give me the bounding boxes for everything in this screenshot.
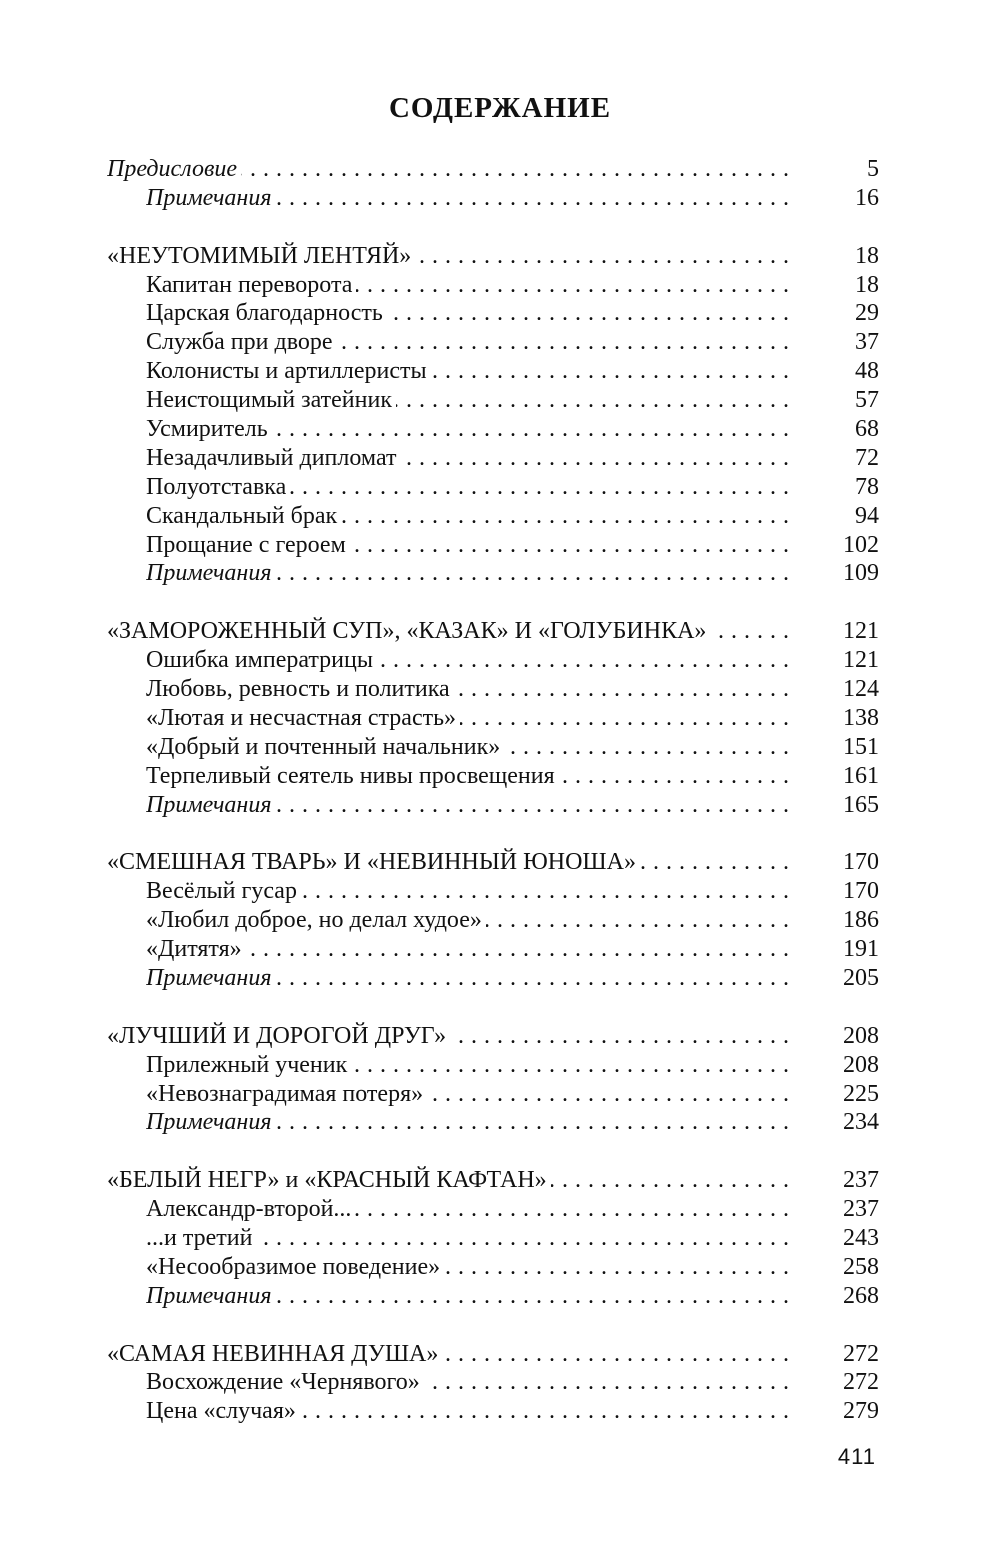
toc-notes-entry[interactable] — [107, 559, 879, 588]
toc-entry-label: «НЕУТОМИМЫЙ ЛЕНТЯЙ» — [107, 243, 415, 269]
toc-entry-label: ...и третий — [146, 1225, 256, 1251]
toc-entry-page: 170 — [843, 849, 879, 876]
toc-entry-label: «Дитятя» — [146, 936, 246, 962]
toc-section-entry[interactable] — [107, 1368, 879, 1397]
toc-entry-page: 225 — [843, 1080, 879, 1107]
toc-chapter-entry[interactable] — [107, 617, 879, 646]
toc-entry-page: 94 — [855, 502, 879, 529]
toc-entry-page: 186 — [843, 907, 879, 934]
toc-entry-page: 68 — [855, 416, 879, 443]
toc-section-entry[interactable] — [107, 1397, 879, 1426]
toc-entry-page: 165 — [843, 791, 879, 818]
toc-section-entry[interactable] — [107, 271, 879, 300]
toc-section-entry[interactable] — [107, 906, 879, 935]
toc-entry-label: Неистощимый затейник — [146, 387, 396, 413]
toc-entry-label: «Несообразимое поведение» — [146, 1254, 444, 1280]
toc-entry-page: 37 — [855, 329, 879, 356]
toc-entry-label: «САМАЯ НЕВИННАЯ ДУША» — [107, 1341, 442, 1367]
toc-section-entry[interactable] — [107, 444, 879, 473]
toc-entry-label: Терпеливый сеятель нивы просвещения — [146, 763, 559, 789]
toc-entry-label: Незадачливый дипломат — [146, 445, 400, 471]
toc-gap — [107, 819, 879, 848]
toc-gap — [107, 993, 879, 1022]
toc-section-entry[interactable] — [107, 675, 879, 704]
toc-section-entry[interactable] — [107, 762, 879, 791]
toc-entry-label: Прощание с героем — [146, 532, 350, 558]
toc-entry-page: 208 — [843, 1022, 879, 1049]
toc-entry-label: Восхождение «Чернявого» — [146, 1369, 424, 1395]
page-number: 411 — [837, 1444, 876, 1469]
toc-entry-label: «Добрый и почтенный начальник» — [146, 734, 504, 760]
toc-notes-entry[interactable] — [107, 964, 879, 993]
toc-notes-entry[interactable] — [107, 1108, 879, 1137]
toc-chapter-entry[interactable] — [107, 1166, 879, 1195]
toc-section-entry[interactable] — [107, 935, 879, 964]
toc-entry-label: Скандальный брак — [146, 503, 341, 529]
toc-entry-label: «Лютая и несчастная страсть» — [146, 705, 460, 731]
toc-section-entry[interactable] — [107, 1051, 879, 1080]
toc-entry-page: 268 — [843, 1282, 879, 1309]
toc-entry-page: 208 — [843, 1051, 879, 1078]
toc-entry-page: 161 — [843, 762, 879, 789]
toc-entry-label: Усмиритель — [146, 416, 272, 442]
toc-gap — [107, 1137, 879, 1166]
toc-entry-label: Примечания — [146, 1283, 276, 1309]
toc-entry-page: 121 — [843, 618, 879, 645]
toc-entry-label: Предисловие — [107, 156, 241, 182]
toc-section-entry[interactable] — [107, 357, 879, 386]
toc-entry-label: Примечания — [146, 560, 276, 586]
toc-section-entry[interactable] — [107, 531, 879, 560]
toc-chapter-entry[interactable] — [107, 848, 879, 877]
toc-entry-page: 18 — [855, 242, 879, 269]
toc-entry-page: 243 — [843, 1224, 879, 1251]
toc-entry-label: «СМЕШНАЯ ТВАРЬ» И «НЕВИННЫЙ ЮНОША» — [107, 849, 640, 875]
toc-section-entry[interactable] — [107, 1253, 879, 1282]
toc-entry-page: 272 — [843, 1369, 879, 1396]
toc-entry-page: 102 — [843, 531, 879, 558]
toc-entry-label: Весёлый гусар — [146, 878, 301, 904]
toc-entry-page: 205 — [843, 964, 879, 991]
toc-notes-entry[interactable] — [107, 1282, 879, 1311]
toc-chapter-entry[interactable] — [107, 1340, 879, 1369]
toc-entry-label: Александр-второй... — [146, 1196, 355, 1222]
toc-entry-page: 279 — [843, 1398, 879, 1425]
toc-entry-label: Капитан переворота — [146, 272, 356, 298]
toc-entry-label: Полуотставка — [146, 474, 290, 500]
toc-entry-label: Цена «случая» — [146, 1398, 300, 1424]
toc-entry-page: 191 — [843, 936, 879, 963]
toc-chapter-entry[interactable] — [107, 242, 879, 271]
toc-entry-page: 18 — [855, 271, 879, 298]
toc-entry-page: 124 — [843, 676, 879, 703]
toc-entry-page: 237 — [843, 1196, 879, 1223]
toc-entry-label: Прилежный ученик — [146, 1052, 351, 1078]
toc-section-entry[interactable] — [107, 877, 879, 906]
toc-section-entry[interactable] — [107, 415, 879, 444]
toc-entry-page: 72 — [855, 444, 879, 471]
toc-entry-page: 272 — [843, 1340, 879, 1367]
toc-gap — [107, 1311, 879, 1340]
toc-entry-label: «ЛУЧШИЙ И ДОРОГОЙ ДРУГ» — [107, 1023, 450, 1049]
toc-gap — [107, 588, 879, 617]
toc-gap — [107, 213, 879, 242]
toc-entry-page: 170 — [843, 878, 879, 905]
toc-entry-page: 121 — [843, 647, 879, 674]
toc-section-entry[interactable] — [107, 733, 879, 762]
toc-section-entry[interactable] — [107, 386, 879, 415]
toc-entry-page: 29 — [855, 300, 879, 327]
toc-section-entry[interactable] — [107, 502, 879, 531]
toc-entry-page: 57 — [855, 387, 879, 414]
toc-entry-label: Ошибка императрицы — [146, 647, 377, 673]
toc-entry-page: 16 — [855, 184, 879, 211]
toc-entry-label: Примечания — [146, 965, 276, 991]
toc-section-entry[interactable] — [107, 704, 879, 733]
toc-entry-label: Любовь, ревность и политика — [146, 676, 454, 702]
page-title: СОДЕРЖАНИЕ — [388, 92, 612, 124]
toc-entry-label: «Любил доброе, но делал худое» — [146, 907, 486, 933]
table-of-contents — [107, 155, 879, 1426]
toc-entry-label: Примечания — [146, 1109, 276, 1135]
toc-section-entry[interactable] — [107, 1224, 879, 1253]
toc-entry-page: 109 — [843, 560, 879, 587]
toc-entry-label: Примечания — [146, 792, 276, 818]
toc-entry-label: Примечания — [146, 185, 276, 211]
toc-entry-page: 151 — [843, 733, 879, 760]
toc-entry-preface[interactable] — [107, 155, 879, 184]
toc-section-entry[interactable] — [107, 473, 879, 502]
toc-entry-page: 78 — [855, 473, 879, 500]
toc-entry-page: 5 — [867, 156, 879, 182]
toc-entry-page: 234 — [843, 1109, 879, 1136]
toc-entry-page: 237 — [843, 1167, 879, 1194]
toc-entry-label: Царская благодарность — [146, 300, 387, 326]
toc-entry-label: «Невознаградимая потеря» — [146, 1081, 427, 1107]
toc-section-entry[interactable] — [107, 328, 879, 357]
toc-entry-page: 258 — [843, 1253, 879, 1280]
toc-entry-label: «БЕЛЫЙ НЕГР» и «КРАСНЫЙ КАФТАН» — [107, 1167, 551, 1193]
toc-entry-label: Колонисты и артиллеристы — [146, 358, 431, 384]
toc-entry-preface-notes[interactable] — [107, 184, 879, 213]
toc-section-entry[interactable] — [107, 646, 879, 675]
toc-section-entry[interactable] — [107, 299, 879, 328]
toc-entry-page: 138 — [843, 704, 879, 731]
toc-entry-label: «ЗАМОРОЖЕННЫЙ СУП», «КАЗАК» И «ГОЛУБИНКА» — [107, 618, 710, 644]
toc-entry-page: 48 — [855, 358, 879, 385]
toc-notes-entry[interactable] — [107, 791, 879, 820]
toc-section-entry[interactable] — [107, 1080, 879, 1109]
toc-entry-label: Служба при дворе — [146, 329, 337, 355]
toc-chapter-entry[interactable] — [107, 1022, 879, 1051]
toc-section-entry[interactable] — [107, 1195, 879, 1224]
